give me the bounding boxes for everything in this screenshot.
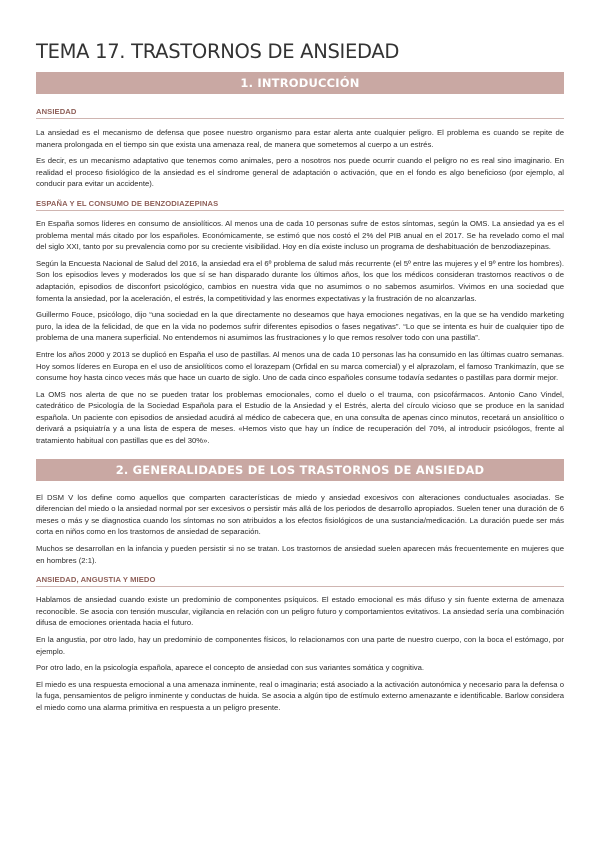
paragraph: Según la Encuesta Nacional de Salud del 2016, la ansiedad era el 6º problema de salud más recurrente (el 5º entre las mujeres y el 9º entre los hombres). Son los episodios leves y moderados los que sí se han disparado durante los últimos años, los que los médicos consideran trastornos reactivos o de adaptación, episodios de disconfort psicológico, cambios en nuestra vida que no asumimos o no sabemos asumirlos. Vivimos en una sociedad que fomenta la ansiedad, por la aceleración, el estrés, la competitividad y las enormes expectativas y la frustración de no alcanzarlas. (36, 258, 564, 303)
paragraph: El DSM V los define como aquellos que comparten características de miedo y ansiedad excesivos con alteraciones conductuales asociadas. Se diferencian del miedo o la ansiedad normal por ser excesivos o persistir más allá de los periodos de desarrollo apropiados. Suelen tener una duración de 6 meses o más y se diagnostica cuando los síntomas no son atribuidos a los efectos fisiológicos de una sustancia/medicación. La duración puede ser más corta en niños como en los trastornos de ansiedad de separación. (36, 492, 564, 537)
paragraph: Por otro lado, en la psicología española, aparece el concepto de ansiedad con sus variantes somática y cognitiva. (36, 663, 425, 673)
paragraph: Entre los años 2000 y 2013 se duplicó en España el uso de pastillas. Al menos una de cada 10 personas las ha consumido en las últimas cuatro semanas. Hoy somos líderes en Europa en el uso de ansiolíticos como el lorazepam (Orfidal en su marca comercial) y el alprazolam, el famoso Trankimazín, que se consume hoy hasta cinco veces más que hace un cuarto de siglo. Uno de cada cinco españoles consume todavía sedantes o pastillas para dormir mejor. (36, 349, 564, 383)
paragraph: El miedo es una respuesta emocional a una amenaza inminente, real o imaginaria; está asociado a la activación autonómica y necesario para la defensa o la fuga, pensamientos de peligro inminente y conductas de huida. Se asocia a algún tipo de estímulo externo amenazante e identificable. Barlow considera el miedo como una alarma primitiva en respuesta a un peligro presente. (36, 679, 564, 712)
section-heading-generalidades: 2. GENERALIDADES DE LOS TRASTORNOS DE ANSIEDAD (36, 459, 564, 481)
paragraph: Es decir, es un mecanismo adaptativo que tenemos como animales, pero a nosotros nos puede ocurrir cuando el peligro no es real sino imaginario. En realidad el proceso fisiológico de la ansiedad es el síndrome general de adaptación o activación, que en el fondo es algo beneficioso (por ejemplo, al conducir para evitar un accidente). (36, 156, 564, 189)
section-heading-introduccion: 1. INTRODUCCIÓN (36, 72, 564, 94)
paragraph: La ansiedad es el mecanismo de defensa que posee nuestro organismo para estar alerta ante cualquier peligro. El problema es cuando se repite de manera prolongada en el tiempo sin que exista una amenaza real, de manera que sometemos al cuerpo a un estrés. (36, 128, 564, 149)
subsection-heading-ansiedad-angustia-miedo: ANSIEDAD, ANGUSTIA Y MIEDO (36, 575, 564, 587)
paragraph: Guillermo Fouce, psicólogo, dijo “una sociedad en la que directamente no deseamos que haya emociones negativas, en la que se ha vendido marketing puro, la idea de la felicidad, de que en la vida no podemos sufrir diferentes episodios o fases negativas”. “Lo que se intenta es huir de cualquier tipo de problema de una manera superficial. No entendemos ni asumimos las frustraciones y lo que remos resolver todo con una pastilla”. (36, 310, 564, 343)
subsection-heading-ansiedad: ANSIEDAD (36, 107, 564, 119)
paragraph: Hablamos de ansiedad cuando existe un predominio de componentes psíquicos. El estado emocional es más difuso y sin fuente externa de amenaza reconocible. Se asocia con tensión muscular, vigilancia en relación con un peligro futuro y comportamientos evitativos. La ansiedad sería una combinación difusa de emociones orientada hacia el futuro. (36, 595, 564, 628)
paragraph: En la angustia, por otro lado, hay un predominio de componentes físicos, lo relacionamos con una parte de nuestro cuerpo, con la boca el estómago, por ejemplo. (36, 635, 564, 656)
paragraph: La OMS nos alerta de que no se pueden tratar los problemas emocionales, como el duelo o el trauma, con psicofármacos. Antonio Cano Vindel, catedrático de Psicología de la Sociedad Española para el Estudio de la Ansiedad y el Estrés, alerta del círculo vicioso que se produce en la sanidad española. Un paciente con episodios de ansiedad acudirá al médico de cabecera que, en una consulta de apenas cinco minutos, recetará un ansiolítico o derivará a psiquiatría y a una lista de espera de meses. «Hemos visto que hay un índice de recuperación del 70%, al introducir psicólogos, frente al tratamiento habitual con pastillas que es del 30%». (36, 389, 564, 446)
paragraph: En España somos líderes en consumo de ansiolíticos. Al menos una de cada 10 personas sufre de estos síntomas, según la OMS. La ansiedad ya es el problema mental más citado por los españoles. Económicamente, se estimó que nos costó el 2% del PIB anual en el 2017. Se ha revelado como el mal del siglo XXI, tanto por su prevalencia como por su creciente visibilidad. Hoy en día existe incluso un programa de deshabituación de benzodiazepinas. (36, 218, 564, 252)
document-title: TEMA 17. TRASTORNOS DE ANSIEDAD (36, 40, 400, 63)
subsection-heading-espana-consumo: ESPAÑA Y EL CONSUMO DE BENZODIAZEPINAS (36, 199, 564, 211)
paragraph: Muchos se desarrollan en la infancia y pueden persistir si no se tratan. Los trastornos de ansiedad suelen aparecen más frecuentemente en mujeres que en hombres (2:1). (36, 544, 564, 565)
